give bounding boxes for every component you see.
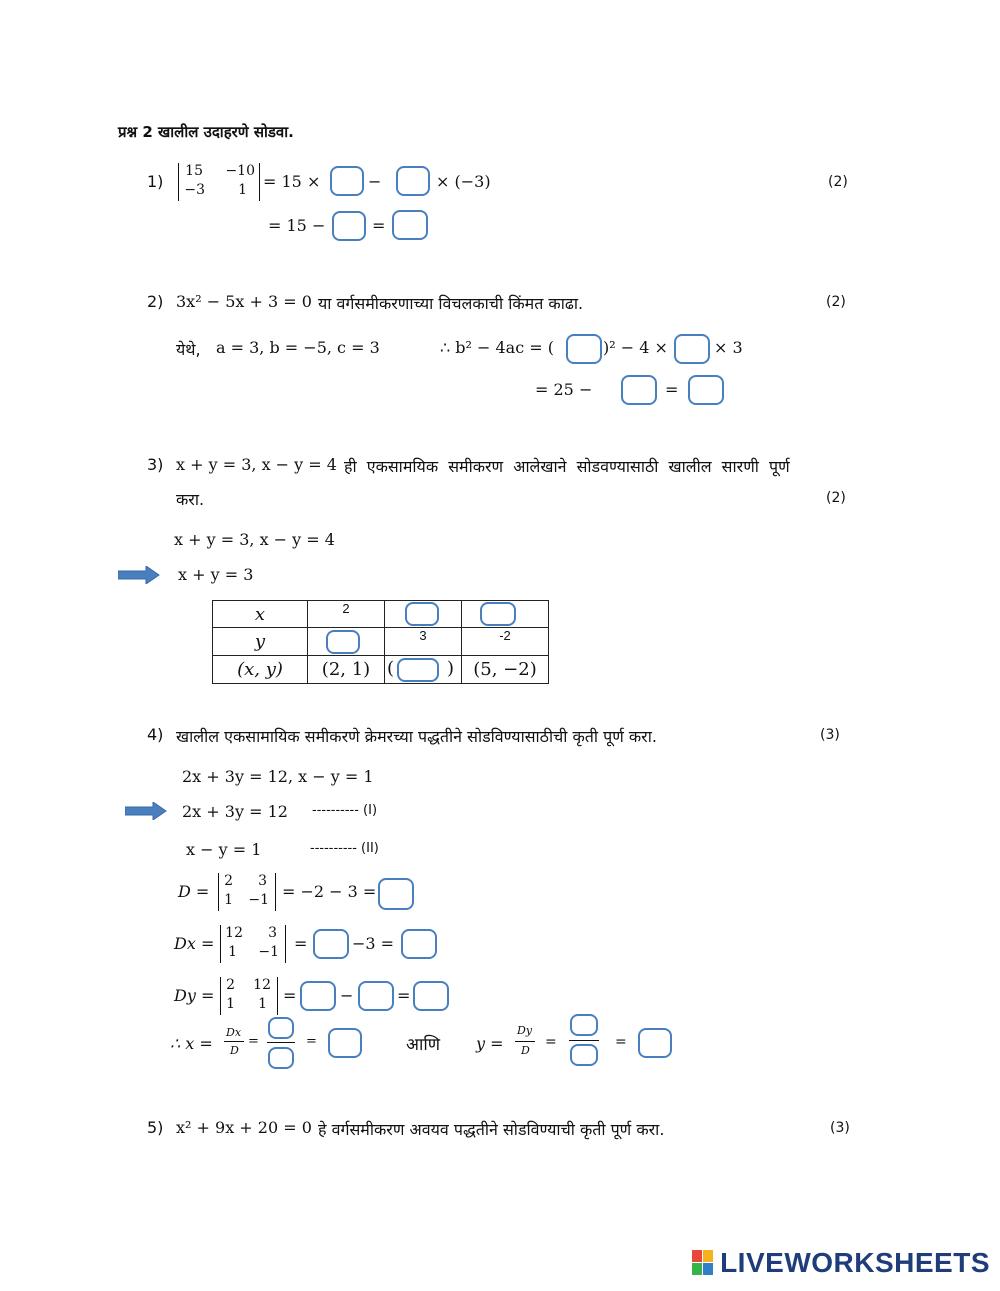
q3-marks: (2) [826, 490, 846, 506]
q4-Dy-eq2: = [397, 986, 411, 1005]
q5-instruction: हे वर्गसमीकरण अवयव पद्धतीने सोडविण्याची कृती पूर्ण करा. [318, 1120, 665, 1139]
q2-disc-a: ∴ b² − 4ac = ( [440, 338, 554, 357]
q4-Dy-det-a: 2 [226, 977, 235, 993]
q4-answer-box-D[interactable] [378, 878, 414, 910]
q4-answer-box-y[interactable] [638, 1028, 672, 1058]
q2-instruction: या वर्गसमीकरणाच्या विचलकाची किंमत काढा. [318, 294, 584, 313]
q3-number: 3) [147, 455, 164, 474]
q4-D-det-d: −1 [248, 892, 269, 908]
q1-det-a: 15 [185, 163, 203, 179]
q3-instruction-2: करा. [176, 490, 205, 509]
q2-line2-b: = [665, 380, 679, 399]
q2-coefficients: a = 3, b = −5, c = 3 [216, 338, 380, 357]
q1-line2-b: = [372, 216, 386, 235]
q4-answer-box-Dy-1[interactable] [300, 981, 336, 1011]
q2-line2-a: = 25 − [535, 380, 593, 399]
q4-D-determinant [218, 873, 276, 911]
q3-cell-x-1: 2 [308, 601, 385, 628]
q4-Dx-eq: = [294, 934, 308, 953]
q4-and: आणि [406, 1035, 441, 1055]
q4-Dy-label: Dy = [174, 986, 215, 1005]
q4-x-frac-line-2 [267, 1042, 295, 1043]
q4-instruction: खालील एकसामायिक समीकरणे क्रेमरच्या पद्धतीने सोडविण्यासाठीची कृती पूर्ण करा. [176, 727, 657, 746]
q4-eq2-tag: ---------- (II) [310, 841, 379, 856]
q4-Dy-eq: = [283, 986, 297, 1005]
q4-Dy-minus: − [340, 986, 354, 1005]
q1-line1-c: × (−3) [436, 172, 491, 191]
q2-disc-b: )² − 4 × [603, 338, 668, 357]
q4-answer-box-Dy-2[interactable] [358, 981, 394, 1011]
q2-answer-box-4[interactable] [688, 375, 724, 405]
q2-disc-c: × 3 [714, 338, 743, 357]
q1-line1-a: = 15 × [263, 172, 321, 191]
q4-y-frac-den: D [521, 1044, 530, 1057]
q3-instruction: ही एकसामयिक समीकरण आलेखाने सोडवण्यासाठी खालील सारणी पूर्ण [344, 457, 790, 476]
q4-x-frac-num: Dx [226, 1026, 242, 1039]
q4-D-det-c: 1 [224, 892, 233, 908]
q3-cell-x-2 [385, 601, 462, 628]
q4-given: 2x + 3y = 12, x − y = 1 [182, 767, 374, 786]
q1-det-c: −3 [184, 182, 205, 198]
q3-paren-open: ( [387, 658, 395, 679]
q3-cell-y-2: 3 [385, 628, 462, 656]
q2-equation: 3x² − 5x + 3 = 0 [176, 292, 312, 311]
q3-cell-xy-2 [385, 656, 462, 684]
q4-marks: (3) [820, 727, 840, 743]
q1-det-d: 1 [238, 182, 247, 198]
q2-answer-box-3[interactable] [621, 375, 657, 405]
q1-line2-a: = 15 − [268, 216, 326, 235]
q2-answer-box-1[interactable] [566, 334, 602, 364]
q4-Dx-det-c: 1 [228, 944, 237, 960]
q4-answer-box-y-num[interactable] [570, 1014, 598, 1036]
q4-answer-box-x[interactable] [328, 1028, 362, 1058]
q3-cell-x-label: x [213, 601, 308, 628]
q4-D-det-a: 2 [224, 873, 233, 889]
q4-Dy-det-d: 1 [258, 996, 267, 1012]
q4-answer-box-Dx-1[interactable] [313, 929, 349, 959]
q3-paren-close: ) [447, 658, 455, 679]
liveworksheets-logo[interactable] [692, 1247, 990, 1279]
q4-eq2: x − y = 1 [186, 840, 262, 859]
q4-arrow-icon [125, 802, 167, 820]
q4-Dx-label: Dx = [174, 934, 215, 953]
q4-y-frac-line [515, 1041, 535, 1042]
q4-y-frac-line-2 [569, 1040, 599, 1041]
q3-arrow-icon [118, 566, 160, 584]
q4-x-eq1: = [248, 1034, 259, 1049]
q3-cell-x-3 [462, 601, 549, 628]
q4-y-eq2: = [615, 1034, 627, 1050]
q4-answer-box-x-den[interactable] [268, 1047, 294, 1069]
q1-line1-b: − [368, 172, 382, 191]
q2-here: येथे, [176, 340, 201, 359]
q4-Dy-det-c: 1 [226, 996, 235, 1012]
q4-Dx-determinant [220, 925, 286, 963]
q4-answer-box-Dx-2[interactable] [401, 929, 437, 959]
q4-answer-box-y-den[interactable] [570, 1044, 598, 1066]
logo-blocks-icon [692, 1250, 714, 1276]
q4-Dy-det-b: 12 [253, 977, 271, 993]
q3-answer-box-x3[interactable] [480, 602, 516, 626]
q1-answer-box-1[interactable] [330, 166, 364, 196]
q1-marks: (2) [828, 174, 848, 190]
q3-cell-xy-label: (x, y) [213, 656, 308, 684]
q4-answer-box-x-num[interactable] [268, 1017, 294, 1039]
q3-cell-y-3: -2 [462, 628, 549, 656]
logo-text: LIVEWORKSHEETS [720, 1247, 990, 1278]
q3-cell-y-1 [308, 628, 385, 656]
q4-x-eq2: = [306, 1034, 317, 1049]
q1-answer-box-2[interactable] [396, 166, 430, 196]
q4-eq1: 2x + 3y = 12 [182, 802, 288, 821]
q3-cell-xy-1: (2, 1) [308, 656, 385, 684]
q4-D-label: D = [178, 882, 210, 901]
q4-Dx-det-d: −1 [258, 944, 279, 960]
q2-answer-box-2[interactable] [674, 334, 710, 364]
q4-D-rest: = −2 − 3 = [282, 882, 377, 901]
q2-marks: (2) [826, 294, 846, 310]
q4-number: 4) [147, 725, 164, 744]
q4-x-frac-den: D [230, 1044, 239, 1057]
q3-cell-xy-3: (5, −2) [462, 656, 549, 684]
q4-D-det-b: 3 [258, 873, 267, 889]
q5-number: 5) [147, 1118, 164, 1137]
q5-marks: (3) [830, 1120, 850, 1136]
q1-det-b: −10 [225, 163, 255, 179]
q3-arrow-eq: x + y = 3 [178, 565, 254, 584]
q3-cell-y-label: y [213, 628, 308, 656]
q3-equation: x + y = 3, x − y = 4 [176, 455, 337, 474]
q3-given: x + y = 3, x − y = 4 [174, 530, 335, 549]
q5-equation: x² + 9x + 20 = 0 [176, 1118, 312, 1137]
q4-Dx-det-b: 3 [268, 925, 277, 941]
q3-answer-box-xy2[interactable] [397, 658, 439, 682]
q4-y-frac-num: Dy [517, 1024, 533, 1037]
q1-answer-box-3[interactable] [332, 211, 366, 241]
q3-answer-box-y1[interactable] [326, 630, 360, 654]
q4-y-label: y = [476, 1034, 504, 1053]
q4-x-frac-line [224, 1041, 244, 1042]
q3-answer-box-x2[interactable] [405, 602, 439, 626]
q1-determinant [178, 163, 260, 201]
q1-number: 1) [147, 172, 164, 191]
q2-number: 2) [147, 292, 164, 311]
q4-y-eq1: = [545, 1034, 557, 1050]
q4-Dx-rest: −3 = [352, 934, 395, 953]
q4-answer-box-Dy-3[interactable] [413, 981, 449, 1011]
q4-eq1-tag: ---------- (I) [312, 803, 378, 818]
q4-x-label: ∴ x = [170, 1034, 213, 1053]
q3-table [212, 600, 549, 684]
q4-Dx-det-a: 12 [225, 925, 243, 941]
q1-answer-box-4[interactable] [392, 210, 428, 240]
page-heading: प्रश्न 2 खालील उदाहरणे सोडवा. [118, 123, 294, 141]
q4-Dy-determinant [220, 977, 278, 1015]
